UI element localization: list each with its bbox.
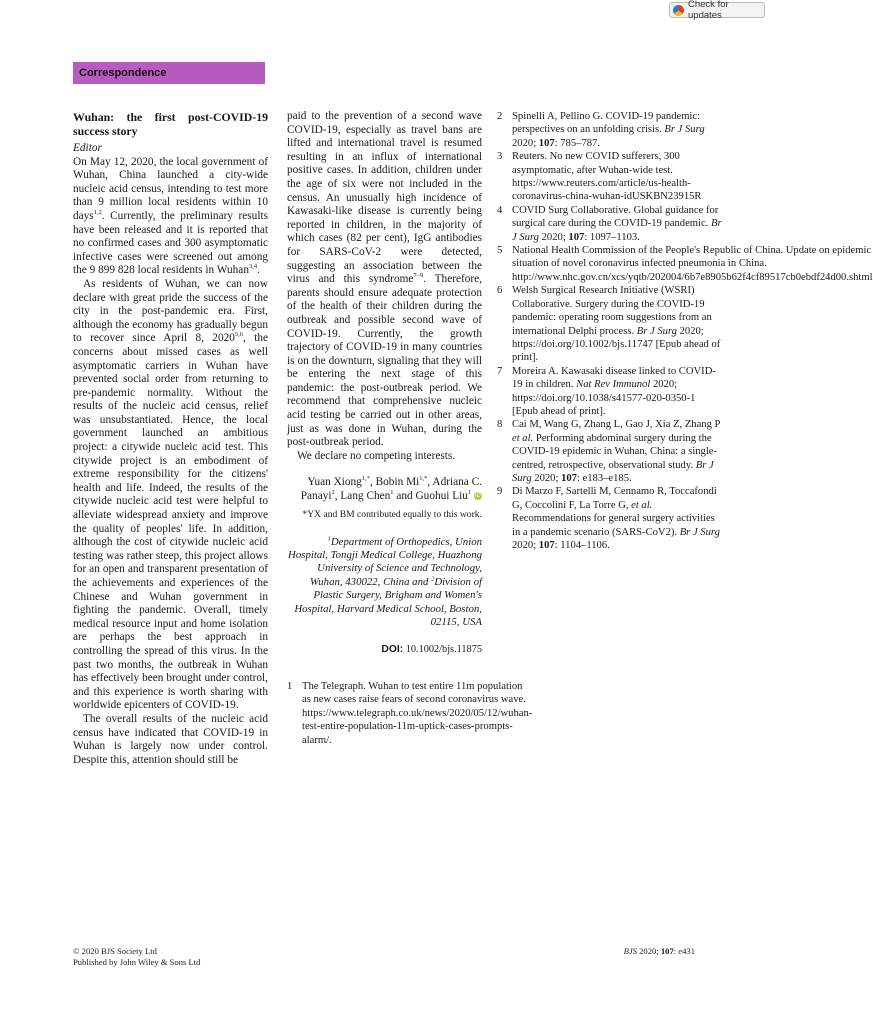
reference-item: 3 Reuters. No new COVID sufferers, 300 asymptomatic, after Wuhan-wide test. https://www.reuters.com/article/us-health-coronavirus-china-wuhan-idUSKBN23915R — [497, 151, 702, 203]
section-banner: Correspondence — [73, 62, 265, 84]
reference-item: 5 National Health Commission of the People's Republic of China. Update on epidemic situation of novel coronavirus infected pneumonia in China. http://www.nhc.gov.cn/xcs/yqtb/202004/6b7e8905b62f4cf89517cb0ebdf24d00.shtml — [497, 245, 873, 283]
check-for-updates-button[interactable] — [669, 0, 765, 21]
orcid-icon[interactable]: iD — [475, 493, 481, 500]
column-1 — [73, 110, 268, 767]
footer-copyright: © 2020 BJS Society Ltd Published by John Wiley & Sons Ltd — [73, 946, 201, 967]
paragraph-1: On May 12, 2020, the local government of Wuhan, China launched a city-wide nucleic acid census, intending to test more than 9 million local residents within 10 days$^{1,2}$. Currently, the preliminary results have been released and it is reported that no confirmed cases and 300 asymptomatic infective cases were screened out among the 9 899 828 local residents in Wuhan$^{3,4}$. — [73, 155, 268, 277]
article-title: Wuhan: the first post-COVID-19 success story — [73, 110, 268, 138]
check-updates-label: Check for updates — [688, 0, 729, 21]
reference-item: 9 Di Marzo F, Sartelli M, Cennamo R, Toccafondi G, Coccolini F, La Torre G, et al. Recommendations for general surgery activities in a pandemic scenario (SARS-CoV2). Br J Surg 2020; 107: 1104–1106. — [497, 486, 720, 551]
reference-item: 4 COVID Surg Collaborative. Global guidance for surgical care during the COVID-19 pandemic. Br J Surg 2020; 107: 1097–1103. — [497, 204, 722, 243]
author-list: Yuan Xiong$^{1,*}$, Bobin $Mi^{1,*}$, Adriana C. Panayi$^2$, Lang Chen$^1$ and Guohui Liu$^1$ iD — [300, 475, 482, 503]
reference-item: 6 Welsh Surgical Research Initiative (WSRI) Collaborative. Surgery during the COVID-19 pandemic: operating room suggestions from an international Delphi process. Br J Surg 2020; https://doi.org/10.1002/bjs.11747 [Epub ahead of print]. — [497, 285, 721, 364]
doi-link[interactable]: 10.1002/bjs.11875 — [405, 644, 482, 656]
paragraph-2: As residents of Wuhan, we can now declare with great pride the success of the city in the post-pandemic era. First, although the economy has gradually begun to recover since April 8, 2020$^{5,6}$, the concerns about missed cases as well asymptomatic carriers in Wuhan have prevented social order from returning to pre-pandemic normality. Without the results of the nucleic acid census, relief was unsubstantiated. Hence, the local government launched an ambitious project: a citywide nucleic acid test. This citywide project is an embodiment of extreme responsibility for the citizens' health and life. Indeed, the results of the citywide nucleic acid test were helpful to alleviate widespread anxiety and improve the quality of peoples' life. In addition, although the cost of citywide nucleic acid testing was rather steep, this project allows for an open and transparent presentation of the achievements and experiences of the Chinese and Wuhan government in fighting the pandemic. Overall, timely medical resource input and home isolation are perhaps the best approach in controlling the spread of this virus. In the past two months, the outbreak in Wuhan has effectively been brought under control, and this experience is worth sharing with worldwide epicenters of COVID-19. — [73, 277, 268, 712]
doi — [287, 643, 482, 657]
author-note: *YX and BM contributed equally to this work. — [302, 508, 482, 520]
editor-label: Editor — [73, 142, 102, 154]
column-2 — [287, 110, 533, 747]
footer-citation: BJS 2020; 107: e431 — [623, 946, 695, 956]
reference-item: 8 Cai M, Wang G, Zhang L, Gao J, Xia Z, Zhang P et al. Performing abdominal surgery during the COVID-19 epidemic in Wuhan, China: a single-centred, retrospective, observational study. Br J Surg 2020; 107: e183–e185. — [497, 419, 721, 484]
reference-item: 2 Spinelli A, Pellino G. COVID-19 pandemic: perspectives on an unfolding crisis. Br J Surg 2020; 107: 785–787. — [497, 111, 705, 149]
reference-item: 7 Moreira A. Kawasaki disease linked to COVID-19 in children. Nat Rev Immunol 2020; https://doi.org/10.1038/s41577-020-0350-1 [Epub ahead of print]. — [497, 365, 716, 417]
crossmark-icon — [673, 5, 684, 16]
column-3 — [497, 110, 873, 552]
reference-item: 1 The Telegraph. Wuhan to test entire 11m population as new cases raise fears of second coronavirus wave. https://www.telegraph.co.uk/news/2020/05/12/wuhan-test-entire-population-11m-uptick-cases-prompts-alarm/. — [287, 681, 533, 746]
paragraph-3-continued: paid to the prevention of a second wave COVID-19, especially as travel bans are lifted and international travel is resumed resulting in an influx of international positive cases. In addition, children under the age of six were not included in the census. An unusually high incidence of Kawasaki-like disease is currently being reported in children, in the majority of which cases (82 per cent), IgG antibodies for SARS-CoV-2 were detected, suggesting an association between the virus and this syndrome$^{7-9}$. Therefore, parents should ensure adequate protection of the health of their children during the outbreak and possible second wave of COVID-19. Currently, the growth trajectory of COVID-19 in many countries is on the downturn, signaling that they will be entering the next stage of this pandemic: the post-outbreak period. We recommend that comprehensive nucleic acid testing be carried out in other areas, just as was done in Wuhan, during the post-outbreak period. — [287, 110, 482, 449]
paragraph-3-start: The overall results of the nucleic acid census have indicated that COVID-19 in Wuhan is largely now under control. Despite this, attention should still be — [73, 712, 268, 766]
competing-interests: We declare no competing interests. — [297, 449, 456, 462]
affiliations: $^1$Department of Orthopedics, Union Hospital, Tongji Medical College, Huazhong University of Science and Technology, Wuhan, 430022, China and $^2$Division of Plastic Surgery, Brigham and Women's Hospital, Harvard Medical School, Boston, 02115, USA — [288, 535, 482, 629]
doi-label: DOI: — [381, 644, 404, 656]
